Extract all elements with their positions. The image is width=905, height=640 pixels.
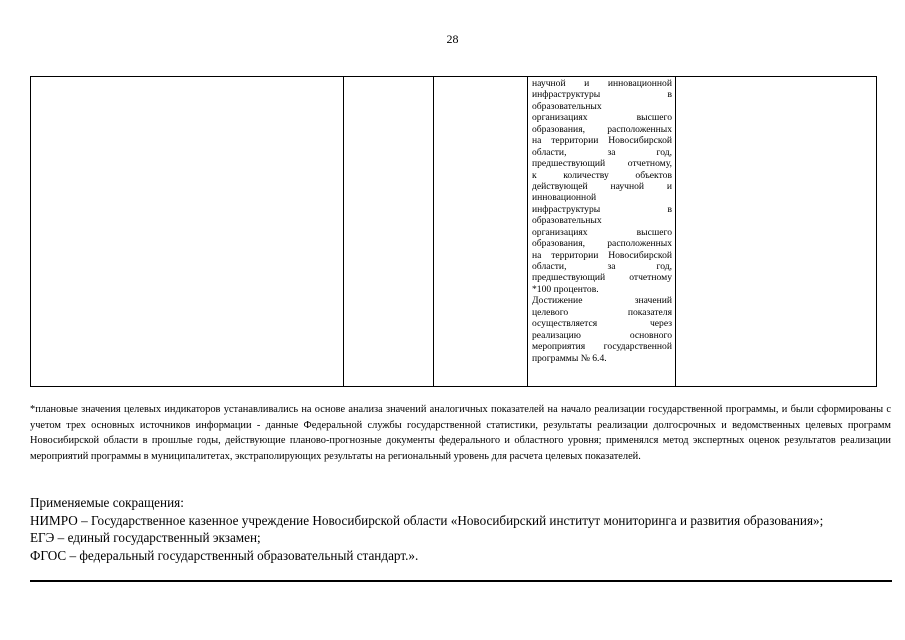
- calculation-method-line: на территории Новосибирской: [532, 249, 672, 261]
- abbreviation-item: ЕГЭ – единый государственный экзамен;: [30, 530, 261, 546]
- table-cell-empty-1: [31, 77, 344, 387]
- bottom-rule: [30, 580, 892, 582]
- abbreviation-item: НИМРО – Государственное казенное учреждение Новосибирской области «Новосибирский институт мониторинга и развития образования»;: [30, 512, 824, 528]
- calculation-method-line: реализацию основного: [532, 329, 672, 341]
- page-number: 28: [446, 32, 459, 46]
- calculation-method-line: области, за год,: [532, 261, 672, 272]
- calculation-method-line: научной и инновационной: [532, 78, 672, 89]
- calculation-method-line: *100 процентов.: [532, 283, 599, 295]
- calculation-method-line: предшествующий отчетному,: [532, 158, 672, 170]
- table-cell-empty-5: [676, 77, 877, 387]
- table-cell-empty-3: [434, 77, 528, 387]
- calculation-method-line: организациях высшего: [532, 112, 672, 124]
- footnote: *плановые значения целевых индикаторов устанавливались на основе анализа значений аналогичных показателей на начало реализации государственной программы, и были сформированы с учетом трех основных источников информации - данные Федеральной службы государственной статистики, результаты реализации долгосрочных и ведомственных целевых программ Новосибирской области в прошлые годы, действующие планово-прогнозные документы федерального и областного уровня; применялся метод экспертных оценок результатов реализации мероприятий программы в муниципалитетах, экстраполирующих результаты на региональный уровень для расчета целевых показателей.: [30, 404, 891, 462]
- abbreviations-block: [30, 494, 891, 564]
- abbreviation-item: ФГОС – федеральный государственный образовательный стандарт.».: [30, 547, 419, 563]
- calculation-method-line: целевого показателя: [532, 306, 672, 318]
- abbreviations-heading: Применяемые сокращения:: [30, 495, 184, 510]
- calculation-method-line: образования, расположенных: [532, 123, 672, 135]
- calculation-method-line: организациях высшего: [532, 226, 672, 238]
- calculation-method-line: образования, расположенных: [532, 238, 672, 250]
- calculation-method-line: инновационной: [532, 192, 597, 204]
- indicators-table: [30, 76, 877, 387]
- calculation-method-line: мероприятия государственной: [532, 341, 672, 353]
- calculation-method-line: образовательных: [532, 215, 602, 227]
- calculation-method-line: программы № 6.4.: [532, 352, 607, 364]
- calculation-method-line: на территории Новосибирской: [532, 135, 672, 147]
- calculation-method-text: [532, 78, 672, 364]
- calculation-method-line: предшествующий отчетному: [532, 272, 672, 284]
- calculation-method-line: области, за год,: [532, 146, 672, 158]
- table-cell-calculation-method: [528, 77, 676, 387]
- calculation-method-line: осуществляется через: [532, 318, 672, 330]
- table-row: [31, 77, 877, 387]
- calculation-method-line: инфраструктуры в: [532, 203, 672, 215]
- calculation-method-line: образовательных: [532, 100, 602, 112]
- table-cell-empty-2: [344, 77, 434, 387]
- calculation-method-line: к количеству объектов: [532, 169, 672, 181]
- calculation-method-line: инфраструктуры в: [532, 89, 672, 101]
- calculation-method-line: действующей научной и: [532, 180, 672, 192]
- calculation-method-line: Достижение значений: [532, 295, 672, 307]
